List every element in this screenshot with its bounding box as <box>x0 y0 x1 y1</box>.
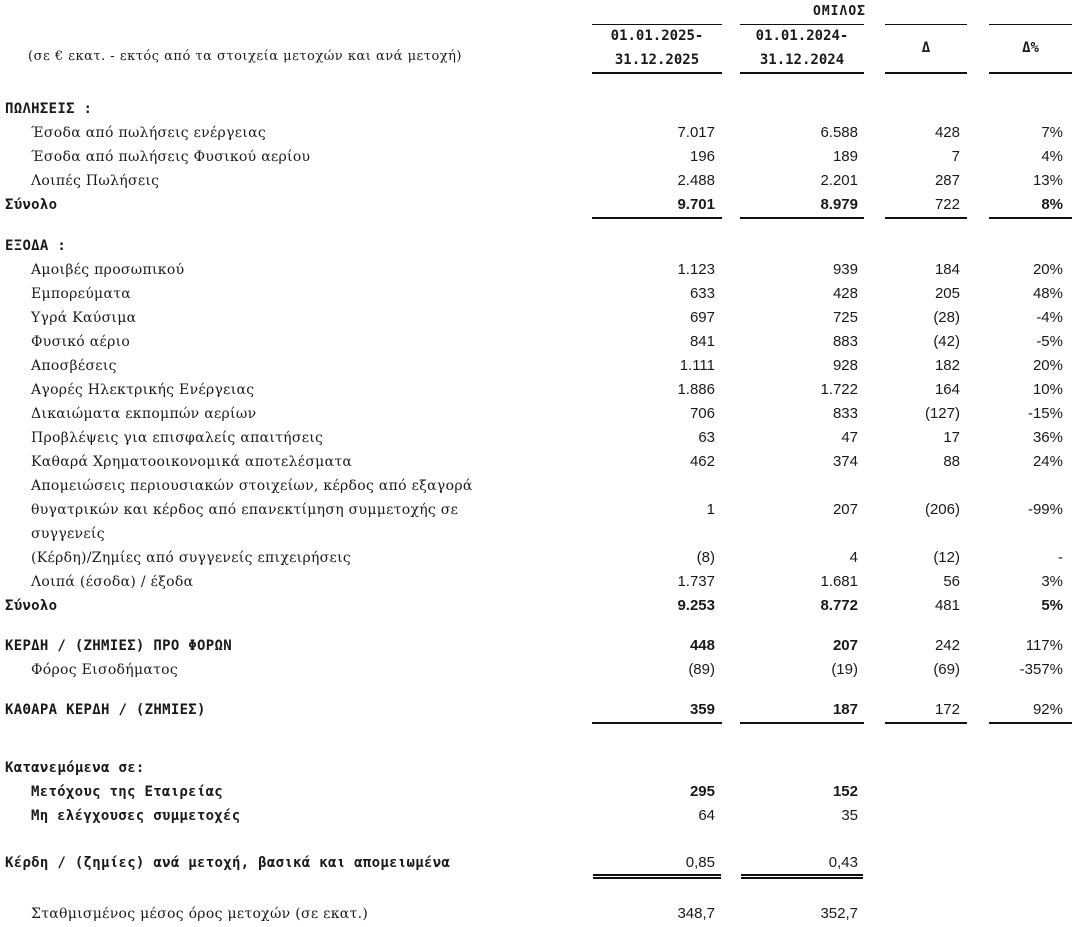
column-header-2025-line2: 31.12.2025 <box>614 52 700 68</box>
eps-double-rule-col2 <box>741 874 863 879</box>
column-header-2025-line1: 01.01.2025- <box>610 28 704 44</box>
value-2024: 928 <box>832 357 858 374</box>
table-row <box>0 121 1072 145</box>
value-2024: 2.201 <box>820 172 858 189</box>
value-2025: 63 <box>698 429 715 446</box>
column-header-2024-line2: 31.12.2024 <box>759 52 845 68</box>
value-2025: 448 <box>689 637 715 654</box>
row-label: Μετόχους της Εταιρείας <box>31 784 224 800</box>
value-delta: (28) <box>933 309 960 326</box>
value-2025: 841 <box>689 333 715 350</box>
value-2024: 352,7 <box>820 905 858 922</box>
value-2025: 706 <box>689 405 715 422</box>
value-2024: 0,43 <box>828 854 858 871</box>
header-rule-col2-bottom <box>740 72 864 74</box>
value-delta: (206) <box>924 501 960 518</box>
value-2025: 0,85 <box>685 854 715 871</box>
value-delta: 172 <box>934 701 960 718</box>
row-label: Δικαιώματα εκπομπών αερίων <box>31 406 257 422</box>
value-2024: 725 <box>832 309 858 326</box>
value-2024: (19) <box>831 661 858 678</box>
value-2025: 295 <box>689 783 715 800</box>
row-label: Φόρος Εισοδήματος <box>31 662 179 678</box>
value-2025: 697 <box>689 309 715 326</box>
value-delta-pct: - <box>1058 549 1063 566</box>
sales-total-rule-col1 <box>592 217 722 219</box>
value-2024: 1.722 <box>820 381 858 398</box>
table-row <box>0 378 1072 402</box>
nci-row <box>0 804 1072 828</box>
value-2024: 6.588 <box>820 124 858 141</box>
value-delta-pct: 3% <box>1041 573 1063 590</box>
table-row <box>0 306 1072 330</box>
value-2025: 1.886 <box>677 381 715 398</box>
table-row <box>0 169 1072 193</box>
value-delta-pct: 8% <box>1041 196 1063 213</box>
value-2024: 1.681 <box>820 573 858 590</box>
sales-total-rule-col2 <box>740 217 864 219</box>
value-2024: 428 <box>832 285 858 302</box>
value-2024: 47 <box>841 429 858 446</box>
row-label: Αγορές Ηλεκτρικής Ενέργειας <box>31 382 255 398</box>
row-label: Καθαρά Χρηματοοικονομικά αποτελέσματα <box>31 454 353 470</box>
table-row-impairment <box>0 498 1072 522</box>
value-delta-pct: -357% <box>1019 661 1063 678</box>
eps-double-rule-col1 <box>593 874 721 879</box>
column-header-2024 <box>740 24 864 72</box>
value-2025: (89) <box>688 661 715 678</box>
net-rule-col1 <box>592 722 722 724</box>
table-row <box>0 145 1072 169</box>
value-2025: 9.253 <box>677 597 715 614</box>
tax-row <box>0 658 1072 682</box>
row-label-line1: Απομειώσεις περιουσιακών στοιχείων, κέρδος από εξαγορά <box>31 478 473 494</box>
value-2024: 833 <box>832 405 858 422</box>
pretax-row <box>0 634 1072 658</box>
value-delta-pct: 4% <box>1041 148 1063 165</box>
column-header-delta-pct: Δ% <box>1022 40 1039 56</box>
value-2024: 187 <box>832 701 858 718</box>
value-delta: 428 <box>934 124 960 141</box>
units-note: (σε € εκατ. - εκτός από τα στοιχεία μετοχών και ανά μετοχή) <box>28 49 463 64</box>
header-rule-col1-bottom <box>592 72 722 74</box>
shares-row <box>0 902 1072 926</box>
value-2024: 374 <box>832 453 858 470</box>
row-label: Φυσικό αέριο <box>31 334 131 350</box>
value-delta: 287 <box>934 172 960 189</box>
value-delta-pct: 20% <box>1032 357 1063 374</box>
value-2024: 8.979 <box>820 196 858 213</box>
net-rule-col2 <box>740 722 864 724</box>
value-2024: 207 <box>832 637 858 654</box>
sales-total-rule-col4 <box>989 217 1072 219</box>
value-2024: 8.772 <box>820 597 858 614</box>
row-label: Έσοδα από πωλήσεις ενέργειας <box>31 125 266 141</box>
table-row <box>0 330 1072 354</box>
value-delta: 88 <box>943 453 960 470</box>
expenses-total-row <box>0 594 1072 618</box>
row-label: Υγρά Καύσιμα <box>31 310 137 326</box>
row-label-line3: συγγενείς <box>31 526 105 542</box>
value-delta-pct: -99% <box>1027 501 1063 518</box>
row-label: Μη ελέγχουσες συμμετοχές <box>31 808 241 824</box>
header-rule-col3-bottom <box>885 72 967 74</box>
value-delta: 722 <box>934 196 960 213</box>
value-2025: 1.737 <box>677 573 715 590</box>
sales-total-rule-col3 <box>885 217 967 219</box>
value-2024: 189 <box>832 148 858 165</box>
value-delta-pct: 48% <box>1032 285 1063 302</box>
value-2024: 883 <box>832 333 858 350</box>
value-2025: 633 <box>689 285 715 302</box>
value-delta-pct: -15% <box>1027 405 1063 422</box>
table-row <box>0 570 1072 594</box>
column-header-2025 <box>592 24 722 72</box>
value-delta-pct: 117% <box>1025 637 1063 654</box>
row-label: Λοιπά (έσοδα) / έξοδα <box>31 574 194 590</box>
net-rule-col3 <box>885 722 967 724</box>
header-rule-col4-bottom <box>989 72 1072 74</box>
value-delta: 182 <box>934 357 960 374</box>
table-row-impairment-line3 <box>0 522 1072 546</box>
value-delta-pct: 92% <box>1032 701 1063 718</box>
value-2025: 348,7 <box>677 905 715 922</box>
value-2025: 1 <box>706 501 715 518</box>
allocation-title: Κατανεμόμενα σε: <box>5 760 145 776</box>
value-2025: 2.488 <box>677 172 715 189</box>
row-label: Λοιπές Πωλήσεις <box>31 173 160 189</box>
section-title: ΕΞΟΔΑ : <box>5 238 67 254</box>
value-delta: 481 <box>934 597 960 614</box>
value-delta: 242 <box>934 637 960 654</box>
value-2024: 207 <box>832 501 858 518</box>
value-delta: (42) <box>933 333 960 350</box>
section-sales <box>0 97 1072 121</box>
row-label: (Κέρδη)/Ζημίες από συγγενείς επιχειρήσεις <box>31 550 352 566</box>
row-label: Σύνολο <box>5 197 58 213</box>
value-delta-pct: 5% <box>1041 597 1063 614</box>
value-2025: 196 <box>689 148 715 165</box>
eps-row <box>0 851 1072 875</box>
table-row <box>0 282 1072 306</box>
row-label: Προβλέψεις για επισφαλείς απαιτήσεις <box>31 430 324 446</box>
row-label: ΚΑΘΑΡΑ ΚΕΡΔΗ / (ΖΗΜΙΕΣ) <box>5 702 206 718</box>
table-row <box>0 354 1072 378</box>
row-label: Αποσβέσεις <box>31 358 117 374</box>
value-2025: 7.017 <box>677 124 715 141</box>
value-delta-pct: -5% <box>1036 333 1063 350</box>
table-row <box>0 402 1072 426</box>
table-row <box>0 450 1072 474</box>
value-2024: 939 <box>832 261 858 278</box>
value-2025: 1.111 <box>679 357 715 374</box>
table-row <box>0 546 1072 570</box>
value-delta-pct: -4% <box>1036 309 1063 326</box>
row-label: ΚΕΡΔΗ / (ΖΗΜΙΕΣ) ΠΡΟ ΦΟΡΩΝ <box>5 638 232 654</box>
value-delta: (69) <box>933 661 960 678</box>
row-label: Σύνολο <box>5 598 58 614</box>
value-delta-pct: 7% <box>1041 124 1063 141</box>
value-delta: 205 <box>934 285 960 302</box>
row-label: Κέρδη / (ζημίες) ανά μετοχή, βασικά και απομειωμένα <box>5 855 451 871</box>
value-2025: 9.701 <box>677 196 715 213</box>
value-2025: 64 <box>698 807 715 824</box>
row-label-line2: θυγατρικών και κέρδος από επανεκτίμηση συμμετοχής σε <box>31 502 459 518</box>
value-2024: 152 <box>832 783 858 800</box>
value-2024: 4 <box>849 549 858 566</box>
value-delta-pct: 36% <box>1032 429 1063 446</box>
value-delta-pct: 20% <box>1032 261 1063 278</box>
value-2025: (8) <box>696 549 715 566</box>
header-rule-col3-top <box>885 24 967 25</box>
table-row <box>0 258 1072 282</box>
sales-total-row <box>0 193 1072 217</box>
value-delta: 7 <box>951 148 960 165</box>
section-title: ΠΩΛΗΣΕΙΣ : <box>5 101 93 117</box>
row-label: Εμπορεύματα <box>31 286 131 302</box>
value-2025: 1.123 <box>677 261 715 278</box>
column-header-2024-line1: 01.01.2024- <box>755 28 849 44</box>
owners-row <box>0 780 1072 804</box>
column-header-delta: Δ <box>921 40 931 56</box>
value-delta-pct: 24% <box>1032 453 1063 470</box>
net-profit-row <box>0 698 1072 722</box>
value-2024: 35 <box>841 807 858 824</box>
value-delta-pct: 10% <box>1032 381 1063 398</box>
value-delta: 184 <box>934 261 960 278</box>
allocation-title-row <box>0 756 1072 780</box>
net-rule-col4 <box>989 722 1072 724</box>
value-delta: (127) <box>924 405 960 422</box>
value-delta: 164 <box>934 381 960 398</box>
value-2025: 359 <box>689 701 715 718</box>
row-label: Σταθμισμένος μέσος όρος μετοχών (σε εκατ.) <box>31 906 369 922</box>
value-2025: 462 <box>689 453 715 470</box>
header-rule-col4-top <box>989 24 1072 25</box>
value-delta: 56 <box>943 573 960 590</box>
value-delta-pct: 13% <box>1032 172 1063 189</box>
table-row <box>0 426 1072 450</box>
value-delta: (12) <box>933 549 960 566</box>
row-label: Έσοδα από πωλήσεις Φυσικού αερίου <box>31 149 311 165</box>
table-row-impairment-line1 <box>0 474 1072 498</box>
group-header: ΟΜΙΛΟΣ <box>813 4 866 19</box>
section-expenses <box>0 234 1072 258</box>
row-label: Αμοιβές προσωπικού <box>31 262 185 278</box>
value-delta: 17 <box>943 429 960 446</box>
